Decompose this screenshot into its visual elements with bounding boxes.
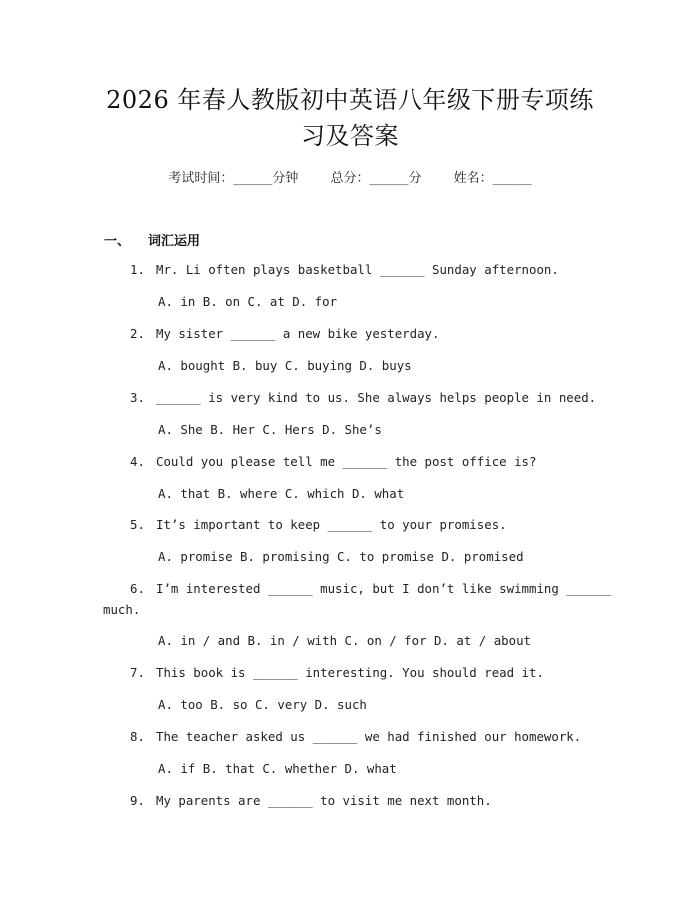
title-line-1: 2026 年春人教版初中英语八年级下册专项练 [106,86,594,114]
question-number: 6. [130,581,145,596]
question-number: 2. [130,326,145,341]
document-title [60,82,640,154]
question-2 [130,326,439,341]
question-number: 7. [130,665,145,680]
question-5-options: A. promise B. promising C. to promise D. promised [158,549,524,564]
exam-total-score: 总分：______分 [330,171,422,186]
question-text: It’s important to keep ______ to your promises. [156,517,507,532]
question-text: I’m interested ______ music, but I don’t like swimming ______ [156,581,612,596]
question-6-options: A. in / and B. in / with C. on / for D. at / about [158,633,531,648]
question-text: My parents are ______ to visit me next month. [156,793,492,808]
question-text: Mr. Li often plays basketball ______ Sunday afternoon. [156,262,559,277]
question-number: 8. [130,729,145,744]
question-text: This book is ______ interesting. You should read it. [156,665,544,680]
question-5 [130,517,507,532]
question-6-continuation: much. [103,602,141,617]
title-line-2: 习及答案 [301,122,399,150]
question-1 [130,262,559,277]
question-7-options: A. too B. so C. very D. such [158,697,367,712]
exam-name: 姓名：______ [453,171,532,186]
question-2-options: A. bought B. buy C. buying D. buys [158,358,412,373]
section-heading [104,230,200,249]
question-number: 5. [130,517,145,532]
question-text: The teacher asked us ______ we had finished our homework. [156,729,582,744]
exam-time: 考试时间：______分钟 [168,171,299,186]
question-number: 3. [130,390,145,405]
question-7 [130,665,544,680]
question-text: ______ is very kind to us. She always helps people in need. [156,390,597,405]
question-3 [130,390,596,405]
question-number: 4. [130,454,145,469]
question-3-options: A. She B. Her C. Hers D. She’s [158,422,382,437]
question-6 [130,581,611,596]
question-number: 9. [130,793,145,808]
section-title: 词汇运用 [148,234,201,249]
section-number: 一、 [104,234,131,249]
question-text: My sister ______ a new bike yesterday. [156,326,440,341]
question-8 [130,729,581,744]
question-4 [130,454,536,469]
question-text: Could you please tell me ______ the post office is? [156,454,537,469]
question-number: 1. [130,262,145,277]
question-9 [130,793,492,808]
question-1-options: A. in B. on C. at D. for [158,294,338,309]
question-8-options: A. if B. that C. whether D. what [158,761,397,776]
exam-meta [0,167,700,186]
question-4-options: A. that B. where C. which D. what [158,486,405,501]
